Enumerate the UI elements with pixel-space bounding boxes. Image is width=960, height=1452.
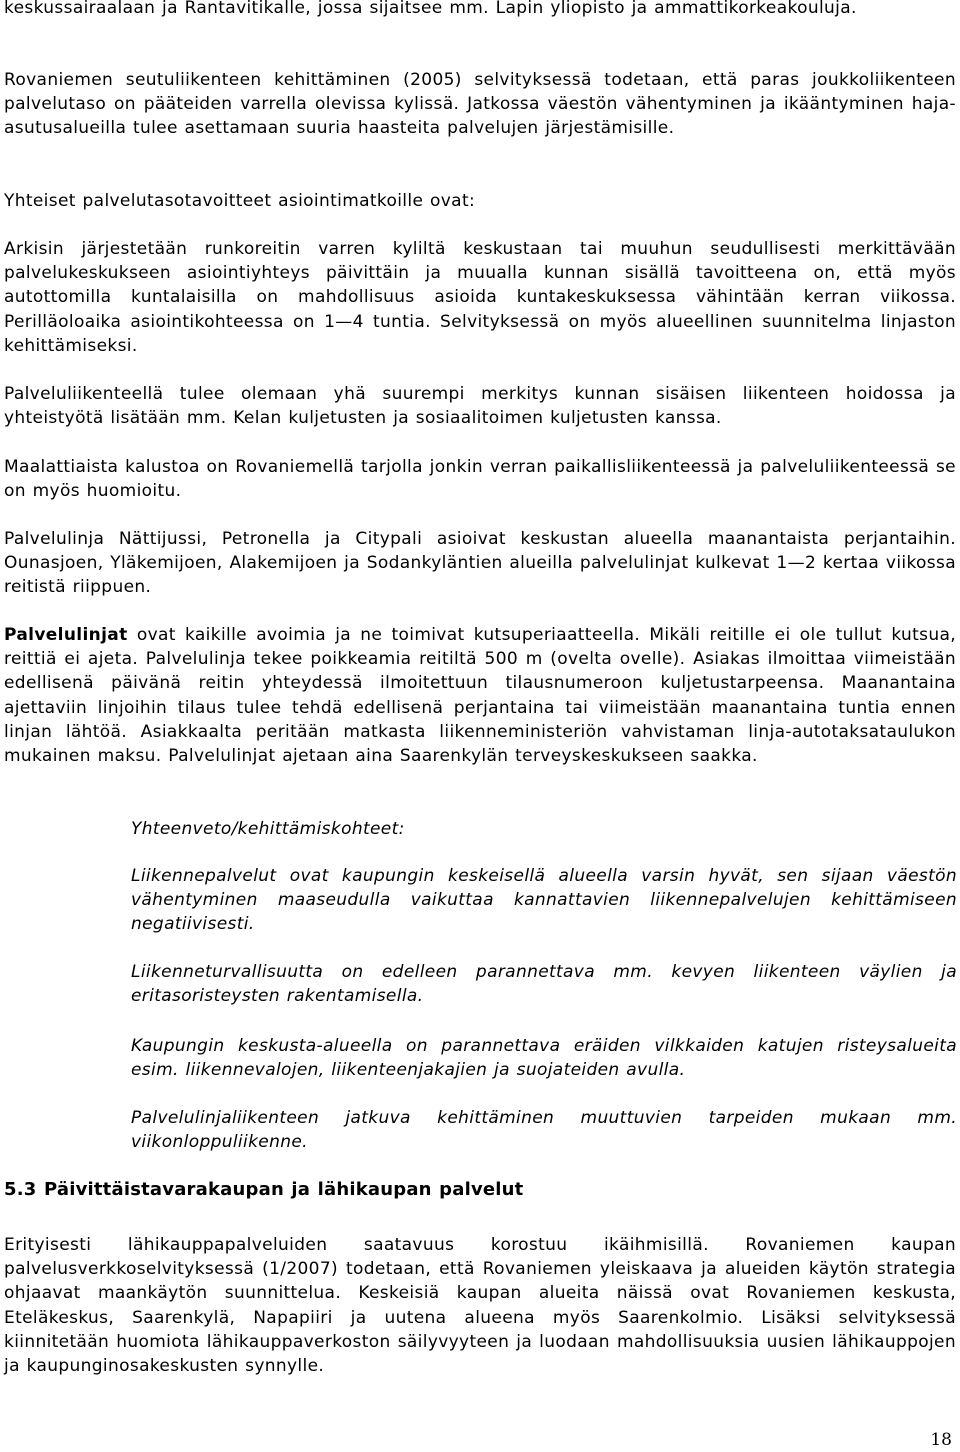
paragraph-yhteiset-tavoitteet: Yhteiset palvelutasotavoitteet asiointimatkoille ovat: — [4, 191, 476, 211]
summary-title: Yhteenveto/kehittämiskohteet: — [131, 819, 405, 839]
paragraph-palveluliikenne: Palveluliikenteellä tulee olemaan yhä suurempi merkitys kunnan sisäisen liikenteen hoidossa ja yhteistyötä lisätään mm. Kelan kuljetusten ja sosiaalitoimen kuljetusten kanssa. — [4, 384, 956, 429]
summary-item-palvelulinjaliikenne: Palvelulinjaliikenteen jatkuva kehittäminen muuttuvien tarpeiden mukaan mm. viikonloppuliikenne. — [131, 1108, 957, 1153]
page-number: 18 — [930, 1430, 952, 1450]
summary-item-liikenneturvallisuus: Liikenneturvallisuutta on edelleen parannettava mm. kevyen liikenteen väylien ja eritasoristeysten rakentamisella. — [131, 962, 957, 1007]
paragraph-erityisesti: Erityisesti lähikauppapalveluiden saatavuus korostuu ikäihmisillä. Rovaniemen kaupan palvelusverkkoselvityksessä (1/2007) todetaan, että Rovaniemen yleiskaava ja alueiden käytön strategia ohjaavat maankäytön suunnittelua. Keskeisiä kaupan alueita näissä ovat Rovaniemen keskusta, Eteläkeskus, Saarenkylä, Napapiiri ja uutena alueena myös Saarenkolmio. Lisäksi selvityksessä kiinnitetään huomiota lähikauppaverkoston säilyvyyteen ja luodaan mahdollisuuksia uusien lähikauppojen ja kaupunginosakeskusten synnylle. — [4, 1235, 956, 1377]
palvelulinjat-text: ovat kaikille avoimia ja ne toimivat kutsuperiaatteella. Mikäli reitille ei ole tullut kutsua, reittiä ei ajeta. Palvelulinja tekee poikkeamia reitiltä 500 m (ovelta ovelle). Asiakas ilmoittaa viimeistään edellisenä päivänä reitin yhteydessä ilmoitettuun tilausnumeroon kuljetustarpeensa. Maanantaina ajettaviin linjoihin tilaus tulee tehdä edellisenä perjantaina tai viimeistään maanantaina tuntia ennen linjan lähtöä. Asiakkaalta peritään matkasta liikenneministeriön vahvistaman linja-autotaksataulukon mukainen maksu. Palvelulinjat ajetaan aina Saarenkylän terveyskeskukseen saakka. — [4, 625, 956, 767]
paragraph-seutuliikenne: Rovaniemen seutuliikenteen kehittäminen (2005) selvityksessä todetaan, että paras joukkoliikenteen palvelutaso on pääteiden varrella olevissa kylissä. Jatkossa väestön vähentyminen ja ikääntyminen haja-asutusalueilla tulee asettamaan suuria haasteita palvelujen järjestämisille. — [4, 70, 956, 139]
summary-item-liikennepalvelut: Liikennepalvelut ovat kaupungin keskeisellä alueella varsin hyvät, sen sijaan väestön vähentyminen maaseudulla vaikuttaa kannattavien liikennepalvelujen kehittämiseen negatiivisesti. — [131, 866, 957, 935]
paragraph-palvelulinjat — [4, 623, 956, 768]
paragraph-palvelulinja: Palvelulinja Nättijussi, Petronella ja Citypali asioivat keskustan alueella maanantaista perjantaihin. Ounasjoen, Yläkemijoen, Alakemijoen ja Sodankyläntien alueilla palvelulinjat kulkevat 1—2 kertaa viikossa reitistä riippuen. — [4, 529, 956, 598]
palvelulinjat-bold-term: Palvelulinjat — [4, 625, 128, 645]
section-heading: 5.3 Päivittäistavarakaupan ja lähikaupan palvelut — [4, 1179, 524, 1200]
paragraph-maalattiaista-kalustoa: Maalattiaista kalustoa on Rovaniemellä tarjolla jonkin verran paikallisliikenteessä ja palveluliikenteessä se on myös huomioitu. — [4, 457, 956, 502]
paragraph-arkisin: Arkisin järjestetään runkoreitin varren kyliltä keskustaan tai muuhun seudullisesti merkittävään palvelukeskukseen asiointiyhteys päivittäin ja muualla kunnan sisällä tavoitteena on, että myös autottomilla kuntalaisilla on mahdollisuus asioida kuntakeskuksessa vähintään kerran viikossa. Perilläoloaika asiointikohteessa on 1—4 tuntia. Selvityksessä on myös alueellinen suunnitelma linjaston kehittämiseksi. — [4, 239, 956, 356]
paragraph-intro: keskussairaalaan ja Rantavitikalle, jossa sijaitsee mm. Lapin yliopisto ja ammattikorkeakouluja. — [4, 0, 857, 18]
summary-item-keskusta-alue: Kaupungin keskusta-alueella on parannettava eräiden vilkkaiden katujen risteysalueita esim. liikennevalojen, liikenteenjakajien ja suojateiden avulla. — [131, 1036, 957, 1081]
